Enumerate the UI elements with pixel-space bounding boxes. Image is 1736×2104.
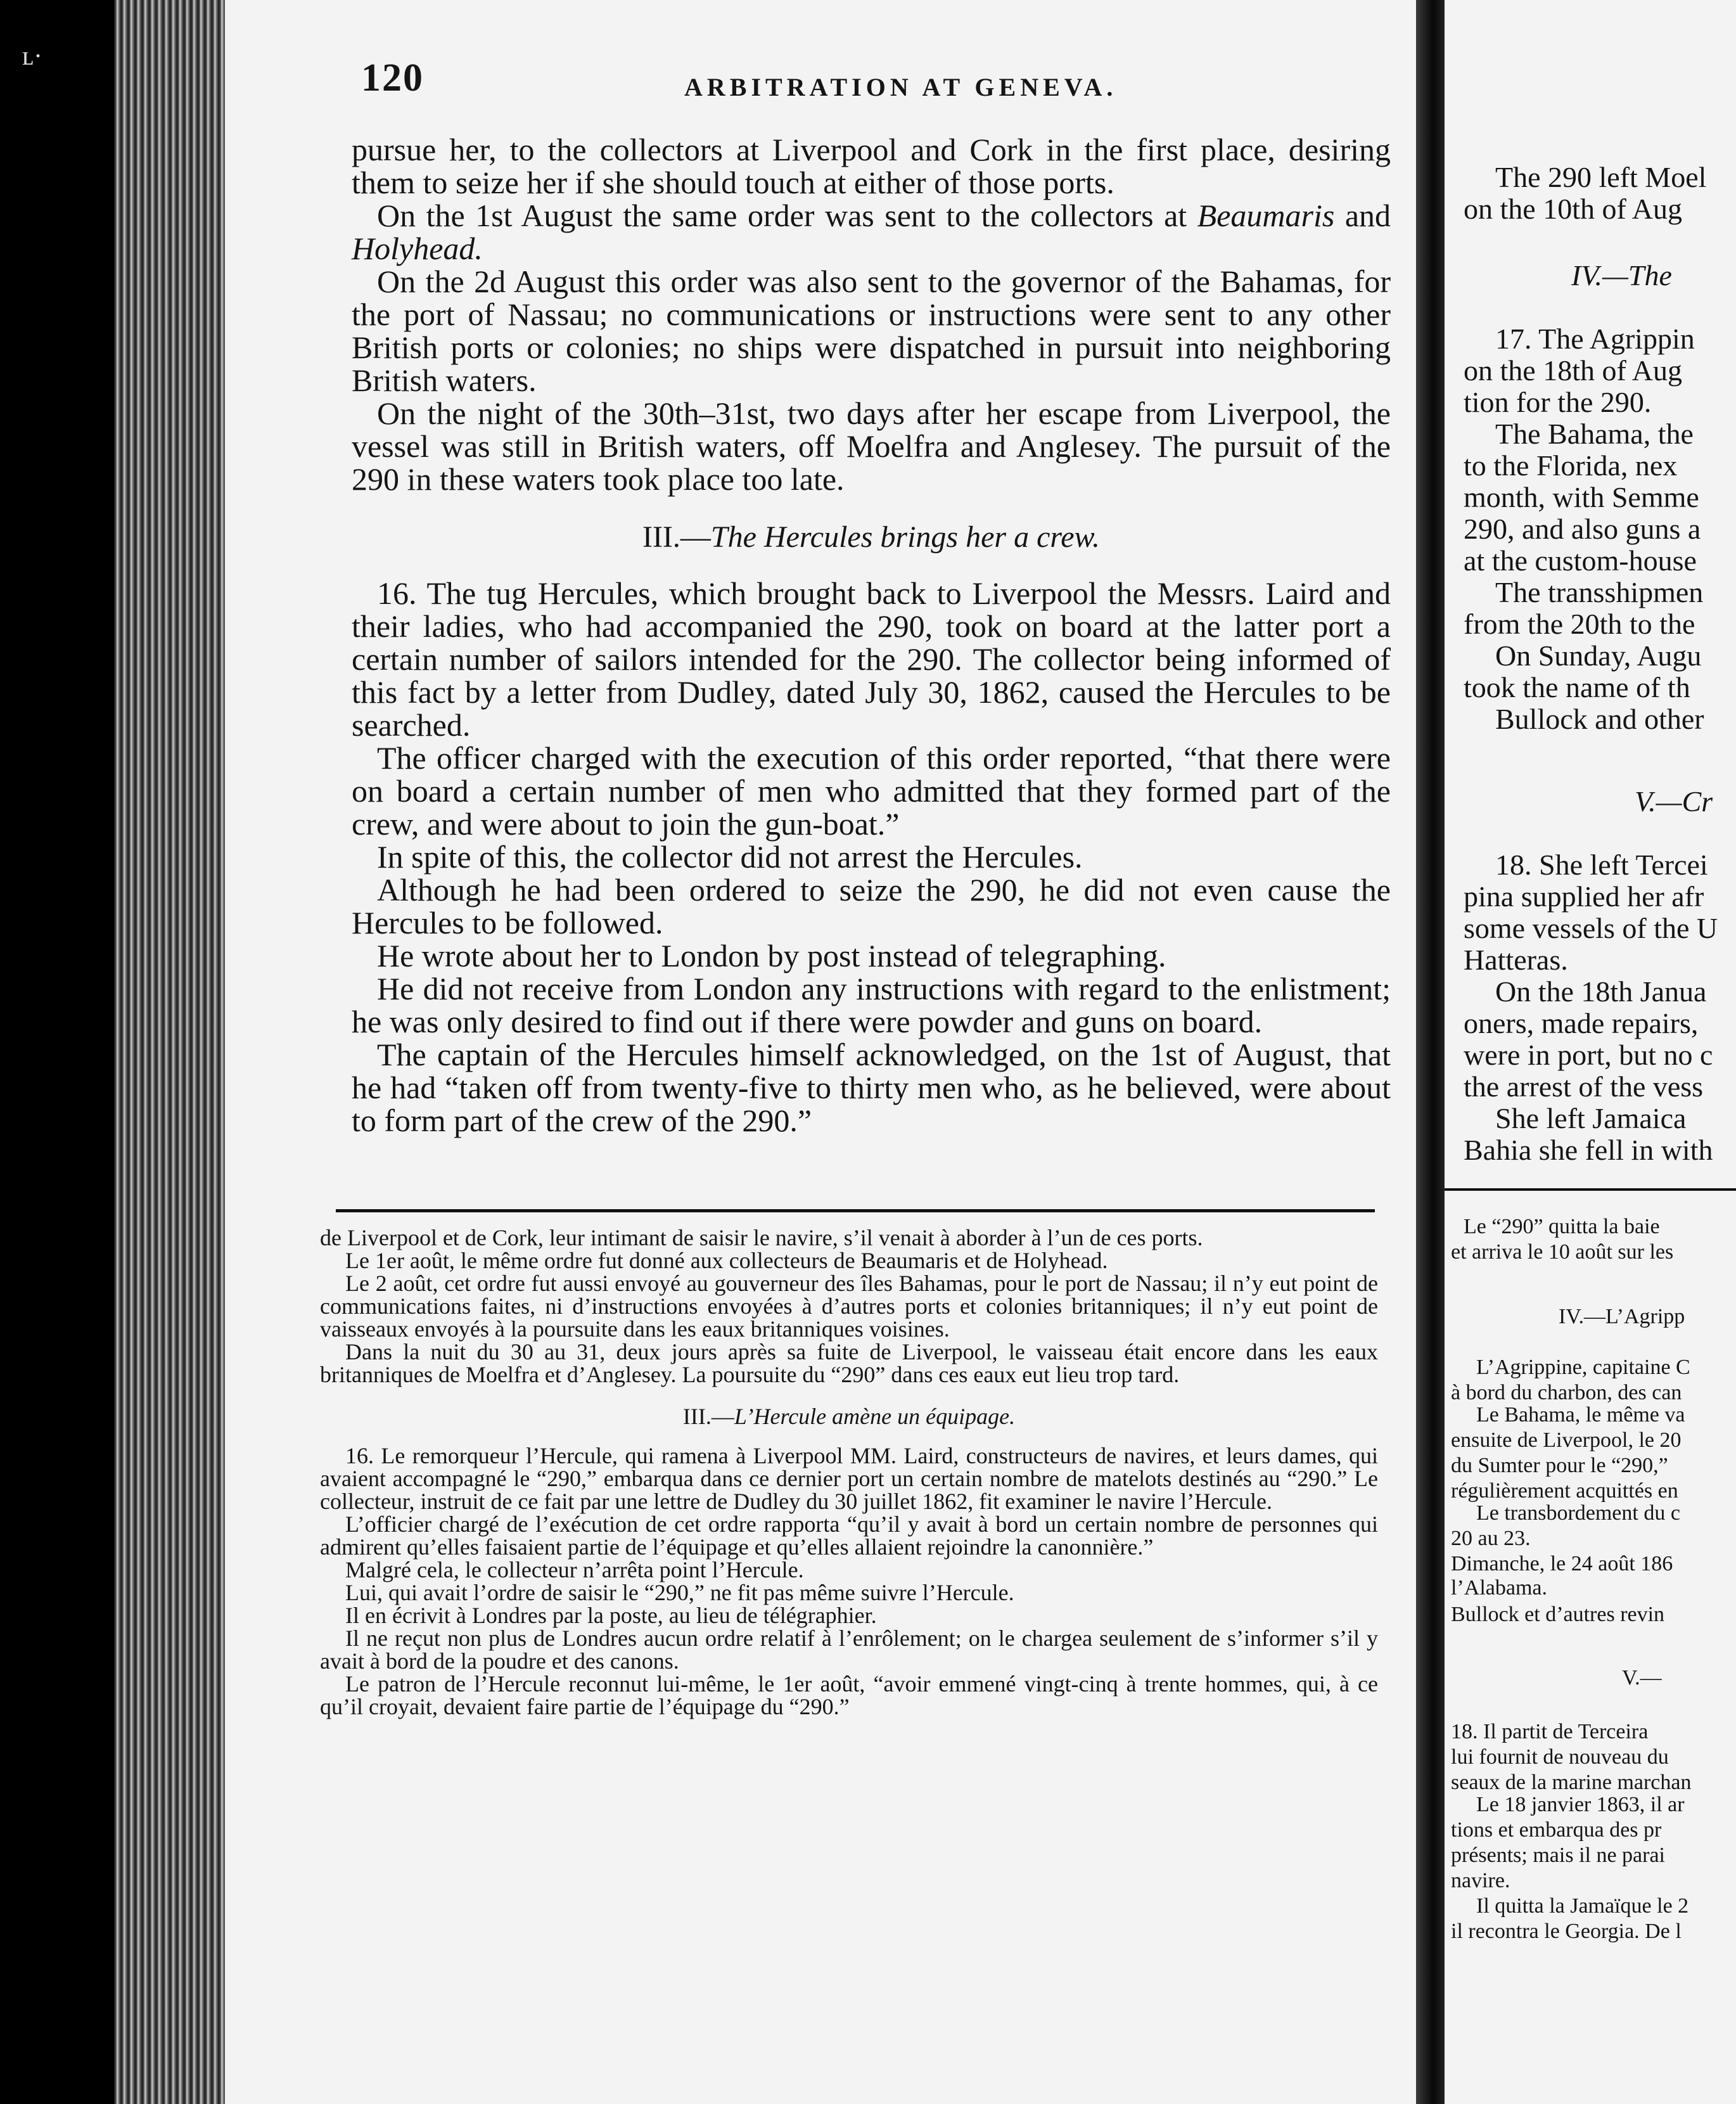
right-page-fr-line: l’Alabama. — [1451, 1576, 1547, 1600]
book-gutter — [1416, 0, 1445, 2104]
fr-paragraph: de Liverpool et de Cork, leur intimant de saisir le navire, s’il venait à aborder à l’un de ces ports. — [320, 1225, 1203, 1250]
right-page-en-line: The Bahama, the — [1495, 418, 1694, 450]
en-section-heading — [352, 521, 1391, 554]
en-paragraph: pursue her, to the collectors at Liverpool and Cork in the first place, desiring them to seize her if she should touch at either of those ports. — [352, 132, 1391, 200]
right-page-en-line: She left Jamaica — [1495, 1102, 1687, 1134]
en-section-title: The Hercules brings her a crew. — [710, 520, 1101, 554]
right-page-fr-line: seaux de la marine marchan — [1451, 1771, 1692, 1794]
right-page-en-line: some vessels of the U — [1464, 912, 1718, 944]
fr-paragraph: Le 1er août, le même ordre fut donné aux collecteurs de Beaumaris et de Holyhead. — [345, 1248, 1108, 1273]
right-page-fr-line: 20 au 23. — [1451, 1527, 1531, 1550]
right-page-fr-line: L’Agrippine, capitaine C — [1476, 1356, 1690, 1379]
right-page-fr-line: Le 18 janvier 1863, il ar — [1476, 1793, 1685, 1816]
en-paragraph: In spite of this, the collector did not arrest the Hercules. — [377, 839, 1083, 875]
right-page-fr-line: lui fournit de nouveau du — [1451, 1745, 1669, 1769]
right-divider-rule — [1445, 1188, 1736, 1191]
en-paragraph: 16. The tug Hercules, which brought back to Liverpool the Messrs. Laird and their ladies, who had accompanied the 290, took on board at the latter port a certain number of sailors intended for the 290. The collector being informed of this fact by a letter from Dudley, dated July 30, 1862, caused the Hercules to be searched. — [352, 575, 1391, 743]
right-page-fr-line: tions et embarqua des pr — [1451, 1818, 1662, 1842]
en-section-numeral: III.— — [642, 520, 711, 554]
running-head: ARBITRATION AT GENEVA. — [684, 73, 1118, 101]
right-page-en-line: On Sunday, Augu — [1495, 639, 1702, 672]
en-paragraph: The captain of the Hercules himself acknowledged, on the 1st of August, that he had “taken off from twenty-five to thirty men who, as he believed, were about to form part of the crew of the 290.” — [352, 1037, 1391, 1138]
page-header — [361, 56, 1375, 106]
right-page-en-line: On the 18th Janua — [1495, 975, 1707, 1008]
en-paragraph: The officer charged with the execution of this order reported, “that there were on board a certain number of men who admitted that they formed part of the crew, and were about to join the gun-boat.” — [352, 740, 1391, 842]
right-page-fr-line: ensuite de Liverpool, le 20 — [1451, 1428, 1682, 1452]
right-page-fr-line: et arriva le 10 août sur les — [1451, 1240, 1674, 1264]
right-page-en-line: month, with Semme — [1464, 481, 1699, 513]
fr-paragraph: Le patron de l’Hercule reconnut lui-même, le 1er août, “avoir emmené vingt-cinq à trente hommes, qui, à ce qu’il croyait, devaient faire partie de l’équipage du “290.” — [320, 1671, 1378, 1719]
right-page-fr-line: Il quitta la Jamaïque le 2 — [1476, 1894, 1689, 1918]
right-page-en-line: oners, made repairs, — [1464, 1007, 1699, 1039]
right-page-fr-line: Dimanche, le 24 août 186 — [1451, 1552, 1673, 1575]
right-page-en-line: tion for the 290. — [1464, 386, 1652, 418]
fr-paragraph: Malgré cela, le collecteur n’arrêta point l’Hercule. — [345, 1557, 804, 1582]
right-page-fr-line: Le Bahama, le même va — [1476, 1403, 1685, 1427]
right-page-fr-line: navire. — [1451, 1869, 1510, 1892]
right-page-en-line: the arrest of the vess — [1464, 1070, 1704, 1103]
right-page-fr-line: régulièrement acquittés en — [1451, 1479, 1678, 1503]
fr-paragraph: Le 2 août, cet ordre fut aussi envoyé au gouverneur des îles Bahamas, pour le port de Nassau; il n’y eut point de communications faites, ni d’instructions envoyées à d’autres ports et colonies britanniques; il n’y eut point de vaisseaux envoyés à la poursuite dans les eaux britanniques voisines. — [320, 1271, 1378, 1342]
right-page-fr-line: Le transbordement du c — [1476, 1501, 1680, 1525]
fr-section-numeral: III.— — [682, 1404, 734, 1429]
right-page-fr-line: à bord du charbon, des can — [1451, 1381, 1682, 1404]
right-page-en-line: 290, and also guns a — [1464, 513, 1701, 545]
right-page-fr-line: Bullock et d’autres revin — [1451, 1603, 1665, 1626]
fr-paragraph: Il ne reçut non plus de Londres aucun ordre relatif à l’enrôlement; on le chargea seulement de s’informer s’il y avait à bord de la poudre et des canons. — [320, 1626, 1378, 1674]
fr-paragraph: Lui, qui avait l’ordre de saisir le “290,” ne fit pas même suivre l’Hercule. — [345, 1580, 1014, 1605]
en-paragraph: On the 2d August this order was also sent to the governor of the Bahamas, for the port of Nassau; no communications or instructions were sent to any other British ports or colonies; no ships were dispatched in pursuit into neighboring British waters. — [352, 264, 1391, 398]
right-page-fr-line: 18. Il partit de Terceira — [1451, 1720, 1649, 1743]
right-page-fr-line: il recontra le Georgia. De l — [1451, 1920, 1682, 1943]
en-text: and — [1344, 198, 1391, 233]
right-page-en-line: V.—Cr — [1635, 785, 1713, 818]
en-paragraph: He wrote about her to London by post instead of telegraphing. — [377, 938, 1166, 973]
right-page-fr-line: IV.—L’Agripp — [1559, 1305, 1685, 1328]
right-page-en-line: 18. She left Tercei — [1495, 849, 1708, 881]
english-text — [352, 133, 1391, 1137]
margin-mark: ʟ· — [22, 42, 43, 71]
right-page-en-line: at the custom-house — [1464, 544, 1697, 577]
right-page-fr-line: V.— — [1622, 1666, 1662, 1690]
en-paragraph — [352, 199, 1391, 265]
en-italic-place: Beaumaris — [1197, 198, 1335, 233]
right-page-en-line: from the 20th to the — [1464, 608, 1695, 640]
right-page-en-line: on the 10th of Aug — [1464, 193, 1682, 225]
right-page-fr-line: présents; mais il ne parai — [1451, 1844, 1666, 1867]
right-page-en-line: pina supplied her afr — [1464, 880, 1704, 913]
fr-paragraph: L’officier chargé de l’exécution de cet ordre rapporta “qu’il y avait à bord un certain nombre de personnes qui admirent qu’elles faisaient partie de l’équipage et qu’elles allaient rejoindre la canonnière.” — [320, 1511, 1378, 1560]
right-page-en-line: were in port, but no c — [1464, 1039, 1713, 1071]
page-number: 120 — [361, 56, 424, 99]
page-edges — [114, 0, 228, 2104]
french-text — [320, 1226, 1378, 1718]
right-page-en-line: Hatteras. — [1464, 944, 1568, 976]
right-page-en-line: took the name of th — [1464, 671, 1690, 703]
fr-paragraph: Il en écrivit à Londres par la poste, au lieu de télégraphier. — [345, 1603, 877, 1628]
en-text: On the 1st August the same order was sent to the collectors at — [377, 198, 1187, 233]
en-paragraph: Although he had been ordered to seize the 290, he did not even cause the Hercules to be followed. — [352, 872, 1391, 940]
fr-section-heading — [320, 1405, 1378, 1428]
en-italic-place: Holyhead. — [352, 231, 483, 266]
right-page-en-line: IV.—The — [1571, 259, 1672, 292]
right-page-fr-line: Le “290” quitta la baie — [1464, 1215, 1660, 1238]
right-page-en-line: Bahia she fell in with — [1464, 1134, 1713, 1166]
right-page-fragment — [1445, 0, 1736, 2104]
fr-section-title: L’Hercule amène un équipage. — [734, 1404, 1016, 1429]
fr-paragraph: Dans la nuit du 30 au 31, deux jours après sa fuite de Liverpool, le vaisseau était encore dans les eaux britanniques de Moelfra et d’Anglesey. La poursuite du “290” dans ces eaux eut lieu trop tard. — [320, 1339, 1378, 1387]
en-paragraph: On the night of the 30th–31st, two days after her escape from Liverpool, the vessel was still in British waters, off Moelfra and Anglesey. The pursuit of the 290 in these waters took place too late. — [352, 395, 1391, 497]
right-page-en-line: 17. The Agrippin — [1495, 323, 1695, 355]
right-page-en-line: The transshipmen — [1495, 576, 1704, 608]
en-paragraph: He did not receive from London any instructions with regard to the enlistment; he was only desired to find out if there were powder and guns on board. — [352, 971, 1391, 1039]
right-page-en-line: The 290 left Moel — [1495, 161, 1707, 193]
fr-paragraph: 16. Le remorqueur l’Hercule, qui ramena à Liverpool MM. Laird, constructeurs de navires, et leurs dames, qui avaient accompagné le “290,” embarqua dans ce dernier port un certain nombre de matelots destinés au “290.” Le collecteur, instruit de ce fait par une lettre de Dudley du 30 juillet 1862, fit examiner le navire l’Hercule. — [320, 1443, 1378, 1514]
right-page-fr-line: du Sumter pour le “290,” — [1451, 1454, 1668, 1477]
right-page-en-line: to the Florida, nex — [1464, 449, 1678, 482]
right-page-en-line: on the 18th of Aug — [1464, 354, 1682, 387]
right-page-en-line: Bullock and other — [1495, 703, 1704, 735]
divider-rule — [336, 1209, 1375, 1212]
